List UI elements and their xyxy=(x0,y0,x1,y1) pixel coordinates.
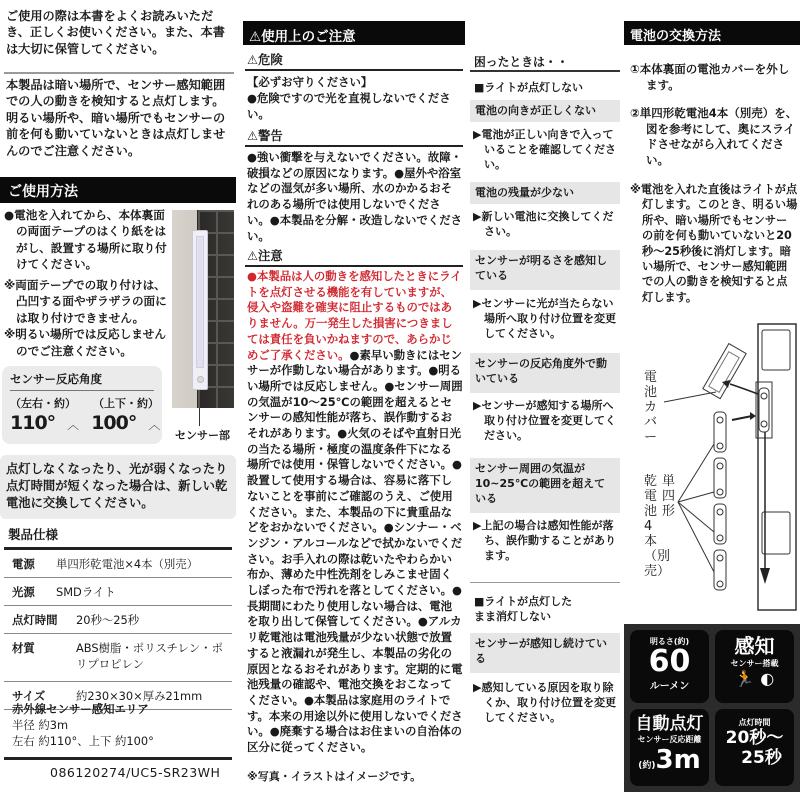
brightness-badge: 明るさ(約) 60 ルーメン xyxy=(630,630,709,703)
cause-item: センサーが明るさを感知している xyxy=(470,250,620,290)
precautions-title: ⚠使用上のご注意 xyxy=(243,21,465,45)
sensor-angle-title: センサー反応角度 xyxy=(10,371,154,391)
battery-count-label: 乾電池4本（別売） xyxy=(644,474,671,579)
spec-row: 点灯時間 20秒〜25秒 xyxy=(4,606,232,634)
cause-item: センサーが感知し続けている xyxy=(470,633,620,673)
caution-disclaimer: ●本製品は人の動きを感知したときにライトを点灯させる機能を有していますが、侵入や盗難を確実に阻止するものではありません。万一発生した損害につきましては責任を負いかねますので、あらかじめご了承ください。 xyxy=(247,269,462,362)
cause-item: センサーの反応角度外で動いている xyxy=(470,353,620,393)
caution-rule xyxy=(245,265,463,267)
spec-title: 製品仕様 xyxy=(8,527,59,542)
usage-step: ●電池を入れてから、本体裏面の両面テープのはくり紙をはがし、設置する場所に取り付けてください。 xyxy=(4,208,167,272)
sensor-light-image xyxy=(192,230,208,390)
warning-rule xyxy=(245,145,463,147)
usage-section-title: ご使用方法 xyxy=(0,177,236,203)
warning-title: ⚠警告 xyxy=(247,129,283,143)
sensor-badge: 感知 センサー搭載 🏃 ◐ xyxy=(715,630,794,703)
problem-category: ■ライトが点灯したまま消灯しない xyxy=(474,595,573,623)
warning-text: ●強い衝撃を与えないでください。故障・破損などの原因になります。●屋外や浴室などの湿気が多い場所、水のかかるおそれのある場所では使用しないでください。●本製品を分解・改造しないでください。 xyxy=(247,150,462,243)
light-time-badge: 点灯時間 20秒〜 25秒 xyxy=(715,709,794,786)
bottom-rule xyxy=(4,757,232,760)
caution-title: ⚠注意 xyxy=(247,249,283,263)
angle-arc-icon: ︿ xyxy=(67,418,80,432)
vertical-angle-value: 100° xyxy=(91,412,137,434)
horizontal-angle-label: （左右・約） xyxy=(10,397,76,410)
intro-text: ご使用の際は本書をよくお読みいただき、正しくお使いください。また、本書は大切に保管してください。 xyxy=(6,9,225,56)
angle-arc-icon: ︿ xyxy=(148,418,161,432)
danger-rule xyxy=(245,69,463,71)
usage-note: ※両面テープでの取り付けは、凸凹する面やザラザラの面には取り付けできません。 xyxy=(4,277,167,325)
feature-badges xyxy=(624,624,800,792)
troubleshooting-rule xyxy=(470,70,620,72)
spec-row: サイズ 約230×30×厚み21mm xyxy=(4,682,232,710)
vertical-angle-label: （上下・約） xyxy=(93,397,159,410)
sensor-pointer-line xyxy=(199,408,200,426)
caution-text xyxy=(247,269,463,756)
product-photo xyxy=(172,210,234,408)
replacement-step: ②単四形乾電池4本（別売）を、図を参考にして、奥にスライドさせながら入れてください。 xyxy=(630,106,798,167)
usage-note: ※明るい場所では反応しませんのでご注意ください。 xyxy=(4,327,166,358)
replacement-step: ①本体裏面の電池カバーを外します。 xyxy=(630,62,790,92)
image-footnote: ※写真・イラストはイメージです。 xyxy=(247,770,422,783)
sensor-area-radius: 半径 約3m xyxy=(12,718,69,732)
battery-replacement-title: 電池の交換方法 xyxy=(624,21,800,45)
danger-title: ⚠危険 xyxy=(247,53,283,67)
sensor-area-info xyxy=(12,701,154,749)
fix-item: ▶新しい電池に交換してください。 xyxy=(473,210,614,238)
sensor-area-title: 赤外線センサー感知エリア xyxy=(12,702,149,716)
battery-type-label: 単四形 xyxy=(662,474,676,519)
cause-item: センサー周囲の気温が10~25℃の範囲を超えている xyxy=(470,458,620,513)
spec-row: 電源 単四形乾電池×4本（別売） xyxy=(4,550,232,578)
sensor-dot xyxy=(197,376,204,383)
divider xyxy=(4,72,234,74)
product-description: 本製品は暗い場所で、センサー感知範囲での人の動きを検知すると点灯します。明るい場所や、暗い場所でもセンサーの前を何も動いていないときは点灯しませんのでご注意ください。 xyxy=(6,78,226,158)
battery-replace-notice: 点灯しなくなったり、光が弱くなったり点灯時間が短くなった場合は、新しい乾電池に交換してください。 xyxy=(0,455,236,519)
troubleshooting-title: 困ったときは・・ xyxy=(474,55,569,69)
fix-item: ▶センサーに光が当たらない場所へ取り付け位置を変更してください。 xyxy=(473,297,616,340)
problem-category: ■ライトが点灯しない xyxy=(474,81,584,94)
fix-item: ▶上記の場合は感知性能が落ち、誤作動することがあります。 xyxy=(473,519,616,562)
spec-row: 材質 ABS樹脂・ポリスチレン・ポリプロピレン xyxy=(4,634,232,682)
sensor-angle-box xyxy=(2,366,162,444)
replacement-caution: ※電池を入れた直後はライトが点灯します。このとき、明るい場所や、暗い場所でもセンサーの前を何も動いていないと20秒〜25秒後に消灯します。暗い場所で、センサー感知範囲での人の動きを検知すると点灯します。 xyxy=(630,183,798,304)
auto-light-badge: 自動点灯 センサー反応距離 (約)3m xyxy=(630,709,709,786)
running-person-icon: 🏃 ◐ xyxy=(734,669,775,688)
cause-item: 電池の残量が少ない xyxy=(470,182,620,204)
sensor-label: センサー部 xyxy=(175,429,230,442)
fix-item: ▶センサーが感知する場所へ取り付け位置を変更してください。 xyxy=(473,399,616,442)
usage-instructions xyxy=(4,207,170,359)
caution-list: ●素早い動きにはセンサーが作動しない場合があります。●明るい場所では反応しません。●センサー周囲の気温が10〜25℃の範囲を超えるとセンサーの感知性能が落ち、誤作動するおそれがあります。●火気のそばや直射日光の当たる場所・極度の温度条件下になる場所では使用・保管しないでください。●設置して使用する場合は、容易に落下しないことを事前にご確認のうえ、ご使用ください。また、本製品の下に貴重品などをおかないでください。●シンナー・ベンジン・アルコールなどで拭かないでください。お手入れの際は乾いたやわらかい布か、薄めた中性洗剤をしみこませ固くしぼった布で汚れを落としてください。●長期間にわたり使用しない場合は、電池を取り出して保管してください。●アルカリ乾電池は電池残量が少ない状態で放置すると液漏れが発生し、本製品の劣化の原因となるおそれがあります。定期的に電池残量の確認や、電池交換をおこなってください。●本製品は家庭用のライトです。本来の用途以外に使用しないでください。●廃棄する場合はお住まいの自治体の区分に従ってください。 xyxy=(247,347,463,755)
horizontal-angle-value: 110° xyxy=(10,412,56,434)
sensor-area-angles: 左右 約110°、上下 約100° xyxy=(12,734,154,748)
fix-item: ▶電池が正しい向きで入っていることを確認してください。 xyxy=(473,128,616,171)
cause-item: 電池の向きが正しくない xyxy=(470,100,620,122)
danger-text: 【必ずお守りください】 ●危険ですので光を直視しないでください。 xyxy=(247,75,451,122)
fix-item: ▶感知している原因を取り除くか、取り付け位置を変更してください。 xyxy=(473,681,616,724)
model-number: 086120274/UC5-SR23WH xyxy=(50,765,221,780)
light-lens xyxy=(196,236,204,368)
spec-row: 光源 SMDライト xyxy=(4,578,232,606)
battery-diagram xyxy=(624,322,800,612)
spec-table xyxy=(4,550,232,710)
battery-cover-label: 電池カバー xyxy=(644,370,658,445)
section-rule xyxy=(470,582,620,583)
